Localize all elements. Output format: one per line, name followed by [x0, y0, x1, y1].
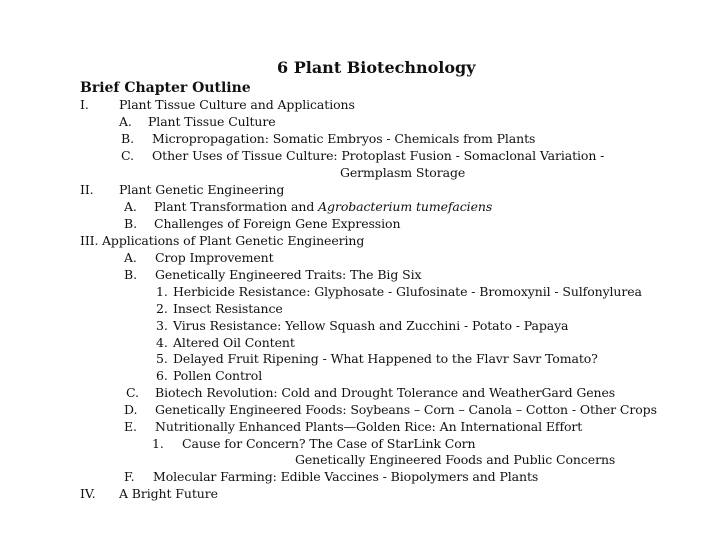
outline-num: C.: [126, 385, 139, 400]
outline-item-continued: Genetically Engineered Foods and Public Concerns: [295, 452, 616, 467]
outline-item: Pollen Control: [173, 368, 263, 383]
outline-item: Plant Transformation and Agrobacterium tumefaciens: [154, 199, 493, 214]
outline-num: B.: [124, 216, 137, 231]
outline-item: Genetically Engineered Traits: The Big Six: [155, 267, 422, 282]
outline-num: D.: [124, 402, 138, 417]
outline-item: Biotech Revolution: Cold and Drought Tolerance and WeatherGard Genes: [155, 385, 616, 400]
outline-num: B.: [121, 131, 134, 146]
outline-num: III.: [80, 233, 99, 248]
outline-num: E.: [124, 419, 137, 434]
outline-num: 1.: [156, 284, 168, 299]
outline-num: A.: [124, 250, 137, 265]
outline-item: Micropropagation: Somatic Embryos - Chemicals from Plants: [152, 131, 536, 146]
outline-num: B.: [124, 267, 137, 282]
outline-item: Applications of Plant Genetic Engineering: [102, 233, 365, 248]
outline-item: Genetically Engineered Foods: Soybeans – Corn – Canola – Cotton - Other Crops: [155, 402, 657, 417]
outline-item: Challenges of Foreign Gene Expression: [154, 216, 401, 231]
outline-num: IV.: [80, 486, 96, 501]
outline-item: Other Uses of Tissue Culture: Protoplast Fusion - Somaclonal Variation -: [152, 148, 605, 163]
outline-item: Herbicide Resistance: Glyphosate - Glufosinate - Bromoxynil - Sulfonylurea: [173, 284, 642, 299]
outline-num: II.: [80, 182, 94, 197]
outline-item: Cause for Concern? The Case of StarLink Corn: [182, 436, 476, 451]
page-title: 6 Plant Biotechnology: [277, 58, 476, 77]
outline-num: F.: [124, 469, 135, 484]
section-heading: Brief Chapter Outline: [80, 80, 251, 96]
outline-item: A Bright Future: [119, 486, 218, 501]
outline-num: A.: [124, 199, 137, 214]
outline-num: 1.: [152, 436, 164, 451]
outline-item: Delayed Fruit Ripening - What Happened to the Flavr Savr Tomato?: [173, 351, 598, 366]
outline-item: Altered Oil Content: [173, 335, 295, 350]
outline-num: 2.: [156, 301, 168, 316]
outline-num: 3.: [156, 318, 168, 333]
outline-num: 6.: [156, 368, 168, 383]
outline-item: Plant Tissue Culture and Applications: [119, 97, 355, 112]
outline-item-continued: Germplasm Storage: [340, 165, 466, 180]
outline-item: Molecular Farming: Edible Vaccines - Biopolymers and Plants: [153, 469, 539, 484]
outline-item: Plant Genetic Engineering: [119, 182, 285, 197]
outline-item: Insect Resistance: [173, 301, 283, 316]
outline-num: 4.: [156, 335, 168, 350]
outline-item-italic: Agrobacterium tumefaciens: [318, 199, 493, 214]
outline-num: C.: [121, 148, 134, 163]
outline-num: 5.: [156, 351, 168, 366]
outline-num: I.: [80, 97, 89, 112]
outline-item: Plant Tissue Culture: [148, 114, 276, 129]
outline-item: Nutritionally Enhanced Plants—Golden Rice: An International Effort: [155, 419, 583, 434]
outline-item: Virus Resistance: Yellow Squash and Zucchini - Potato - Papaya: [173, 318, 569, 333]
outline-item: Crop Improvement: [155, 250, 274, 265]
outline-num: A.: [119, 114, 132, 129]
